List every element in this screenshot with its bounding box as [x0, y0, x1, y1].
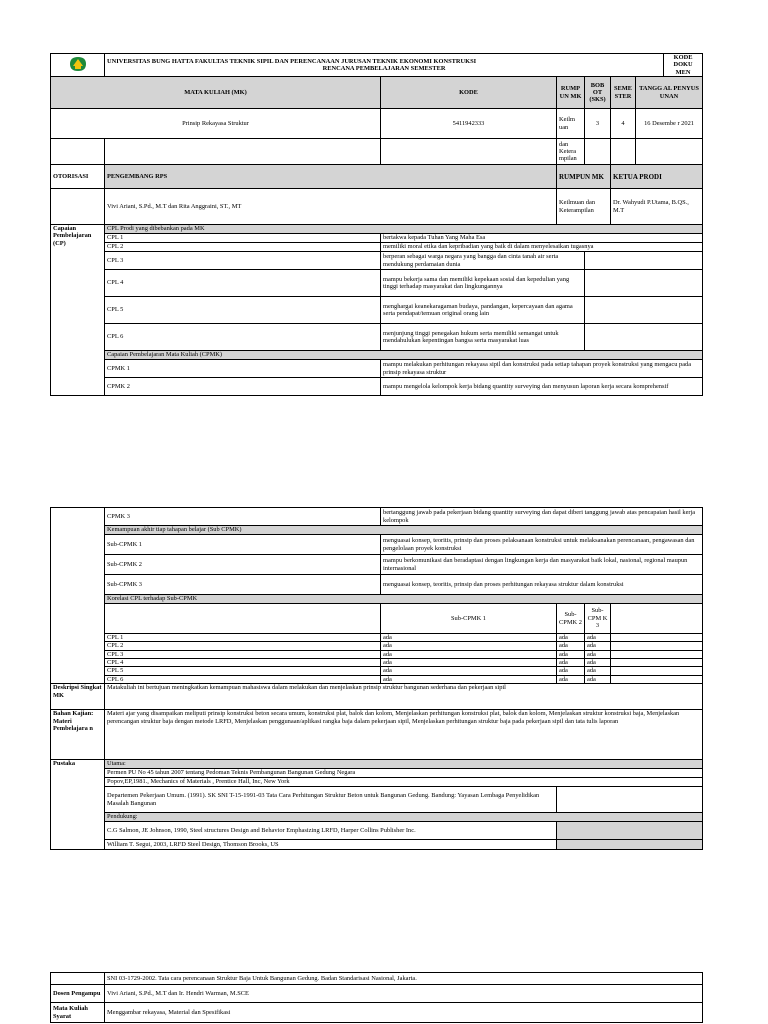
korelasi-col: Sub- CPMK 2 [557, 604, 585, 634]
dosen-label: Dosen Pengampu [51, 985, 105, 1003]
pustaka-utama-label: Utama: [105, 760, 703, 769]
pengembang-label: PENGEMBANG RPS [105, 165, 557, 189]
pustaka-item: SNI 03-1729-2002. Tata cara perencanaan Struktur Baja Untuk Bangunan Gedung. Badan Standarisasi Nasional, Jakarta. [105, 973, 703, 985]
pustaka-item: Popov,EP,1981., Mechanics of Materials , Prentice Hall, Inc, New York [105, 778, 703, 787]
korelasi-cell: ada [557, 634, 585, 642]
korelasi-col: Sub-CPMK 1 [381, 604, 557, 634]
korelasi-cell: ada [557, 675, 585, 683]
subcpmk-text: menguasai konsep, teoritis, prinsip dan proses perhitungan rekayasa struktur dalam konstruksi [381, 575, 703, 595]
cpl-code: CPL 2 [105, 243, 381, 252]
cpl-code: CPL 1 [105, 234, 381, 243]
page-3 [50, 972, 702, 1023]
korelasi-cell: ada [557, 642, 585, 650]
pustaka-pendukung-label: Pendukung: [105, 813, 703, 822]
cpmk-code: CPMK 2 [105, 378, 381, 396]
korelasi-row-code: CPL 2 [105, 642, 381, 650]
rumpun-mk-label: RUMPUN MK [557, 165, 611, 189]
cpl-code: CPL 6 [105, 324, 381, 351]
col-rumpun: RUMP UN MK [557, 77, 585, 109]
korelasi-row-code: CPL 4 [105, 659, 381, 667]
document-title: RENCANA PEMBELAJARAN SEMESTER [322, 65, 446, 73]
col-bobot: BOB OT (SKS) [585, 77, 611, 109]
col-kode: KODE [381, 77, 557, 109]
otorisasi-label: OTORISASI [51, 165, 105, 189]
subcpmk-code: Sub-CPMK 2 [105, 555, 381, 575]
korelasi-cell: ada [381, 650, 557, 658]
dosen-names: Vivi Ariani, S.Pd., M.T dan Ir. Hendri Warman, M.SCE [105, 985, 703, 1003]
pustaka-item: Departemen Pekerjaan Umum. (1991). SK SNI T-15-1991-03 Tata Cara Perhitungan Struktur Beton untuk Bangunan Gedung. Bandung: Yayasan Lembaga Penyelidikan Masalah Bangunan [105, 787, 557, 813]
university-name: UNIVERSITAS BUNG HATTA FAKULTAS TEKNIK SIPIL DAN PERENCANAAN JURUSAN TEKNIK EKONOMI KONSTRUKSI [107, 57, 477, 65]
korelasi-row-code: CPL 6 [105, 675, 381, 683]
rumpun-value: Keilmuan dan Keterampilan [557, 189, 611, 225]
ketua-prodi-name: Dr. Wahyudi P.Utama, B.QS., M.T [611, 189, 703, 225]
course-code: 5411942333 [381, 109, 557, 139]
korelasi-cell: ada [585, 667, 611, 675]
cpl-header: CPL Prodi yang dibebankan pada MK [105, 225, 703, 234]
col-semester: SEME STER [611, 77, 636, 109]
rps-table-page-1 [50, 53, 703, 396]
subcpmk-text: mampu berkomunikasi dan beradaptasi dengan lingkungan kerja dan masyarakat baik lokal, nasional, regional maupun internasional [381, 555, 703, 575]
pustaka-item: C.G Salmon, JE Johnson, 1990, Steel structures Design and Behavior Emphasizing LRFD, Harper Collins Publisher Inc. [105, 822, 557, 840]
cpl-text: menjunjung tinggi penegakan hukum serta memiliki semangat untuk mendahulukan kepentingan bangsa serta masyarakat luas [381, 324, 585, 351]
korelasi-cell: ada [585, 642, 611, 650]
korelasi-cell: ada [557, 659, 585, 667]
course-rumpun: Keilm uan [557, 109, 585, 139]
korelasi-cell: ada [381, 675, 557, 683]
course-semester: 4 [611, 109, 636, 139]
korelasi-cell: ada [585, 650, 611, 658]
korelasi-cell: ada [381, 667, 557, 675]
syarat-text: Menggambar rekayasa, Material dan Spesifikasi [105, 1003, 703, 1023]
korelasi-cell: ada [585, 675, 611, 683]
korelasi-cell: ada [585, 634, 611, 642]
cpl-text: bertakwa kepada Tuhan Yang Maha Esa [381, 234, 703, 243]
cpmk-header: Capaian Pembelajaran Mata Kuliah (CPMK) [105, 351, 703, 360]
cpmk-code: CPMK 1 [105, 360, 381, 378]
cpl-code: CPL 4 [105, 270, 381, 297]
korelasi-cell: ada [557, 667, 585, 675]
cpl-code: CPL 3 [105, 252, 381, 270]
korelasi-row-code: CPL 1 [105, 634, 381, 642]
korelasi-cell: ada [557, 650, 585, 658]
ketua-prodi-label: KETUA PRODI [611, 165, 703, 189]
subcpmk-code: Sub-CPMK 1 [105, 535, 381, 555]
syarat-label: Mata Kuliah Syarat [51, 1003, 105, 1023]
university-logo-icon [69, 56, 87, 72]
col-tanggal: TANGG AL PENYUS UNAN [636, 77, 703, 109]
korelasi-col: Sub- CPM K 3 [585, 604, 611, 634]
cpl-code: CPL 5 [105, 297, 381, 324]
bahan-kajian-text: Materi ajar yang disampaikan meliputi prinsip konstruksi beton secara umum, konstruksi plat, balok dan kolom, Menjelaskan perhitungan konstruksi plat, balok dan kolom, Menjelaskan struktur konstruksi baja, Menjelaskan perencangan struktur baja dengan metode LRFD, Menjelaskan penggunaan/aplikasi rangka baja dalam pekerjaan sipil, Menjelaskan perhitungan struktur baja pada pekerjaan sipil dan tata tulis laporan [105, 710, 703, 760]
korelasi-cell: ada [381, 642, 557, 650]
page-1 [50, 53, 702, 396]
col-mata-kuliah: MATA KULIAH (MK) [51, 77, 381, 109]
cpl-text: menghargai keanekaragaman budaya, pandangan, kepercayaan dan agama serta pendapat/temuan original orang lain [381, 297, 585, 324]
pustaka-item: William T. Segui, 2003, LRFD Steel Design, Thomson Brooks, US [105, 840, 557, 850]
pustaka-label: Pustaka [51, 760, 105, 850]
course-bobot: 3 [585, 109, 611, 139]
cpmk-text: bertanggung jawab pada pekerjaan bidang quantity surveying dan dapat diberi tanggung jawab atas pencapaian hasil kerja kelompok [381, 508, 703, 526]
course-rumpun-cont: dan Ketera mpilan [557, 139, 585, 165]
course-name: Prinsip Rekayasa Struktur [51, 109, 381, 139]
subcpmk-code: Sub-CPMK 3 [105, 575, 381, 595]
subcpmk-text: menguasai konsep, teoritis, prinsip dan proses pelaksanaan konstruksi untuk melaksanakan perencanaan, pengawasan dan pengelolaan proyek konstruksi [381, 535, 703, 555]
course-date: 16 Desembe r 2021 [636, 109, 703, 139]
korelasi-row-code: CPL 5 [105, 667, 381, 675]
pustaka-item: Permen PU No 45 tahun 2007 tentang Pedoman Teknis Pembangunan Bangunan Gedung Negara [105, 769, 703, 778]
korelasi-cell: ada [585, 659, 611, 667]
cpl-text: mampu bekerja sama dan memiliki kepekaan sosial dan kepedulian yang tinggi terhadap masyarakat dan lingkungannya [381, 270, 585, 297]
cpl-text: berperan sebagai warga negara yang bangga dan cinta tanah air serta mendukung perdamaian dunia [381, 252, 585, 270]
cpmk-text: mampu melakukan perhitungan rekayasa sipil dan konstruksi pada setiap tahapan proyek konstruksi yang mengacu pada prinsip rekayasa struktur [381, 360, 703, 378]
korelasi-row-code: CPL 3 [105, 650, 381, 658]
deskripsi-label: Deskripsi Singkat MK [51, 684, 105, 710]
bahan-kajian-label: Bahan Kajian: Materi Pembelajara n [51, 710, 105, 760]
cp-label: Capaian Pembelajaran (CP) [51, 225, 105, 396]
cpmk-code: CPMK 3 [105, 508, 381, 526]
korelasi-cell: ada [381, 659, 557, 667]
cpmk-text: mampu mengelola kelompok kerja bidang quantity surveying dan menyusun laporan kerja secara komprehensif [381, 378, 703, 396]
korelasi-cell: ada [381, 634, 557, 642]
logo-cell [51, 54, 105, 77]
doc-code-label: KODE DOKU MEN [664, 54, 703, 77]
subcpmk-header: Kemampuan akhir tiap tahapan belajar (Sub CPMK) [105, 526, 703, 535]
korelasi-header: Korelasi CPL terhadap Sub-CPMK [105, 595, 703, 604]
cpl-text: memiliki moral etika dan kepribadian yang baik di dalam menyelesaikan tugasnya [381, 243, 703, 252]
rps-table-page-2 [50, 507, 703, 684]
rps-table-page-3 [50, 972, 703, 1023]
rps-table-page-2b [50, 683, 703, 850]
pengembang-names: Vivi Ariani, S.Pd., M.T dan Rita Anggraini, ST., MT [105, 189, 557, 225]
deskripsi-text: Matakuliah ini bertujuan meningkatkan kemampuan mahasiswa dalam melakukan dan menjelaskan prinsip struktur bangunan sederhana dan pekerjaan sipil [105, 684, 703, 710]
page-2 [50, 507, 702, 850]
